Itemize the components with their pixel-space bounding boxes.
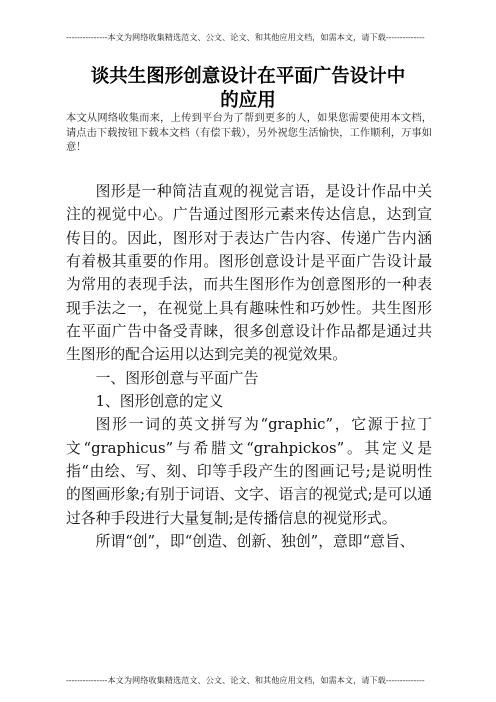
document-body: [66, 180, 432, 554]
document-title-line-2: 的应用: [220, 90, 276, 111]
subsection-heading: 1、图形创意的定义: [95, 393, 224, 411]
document-title-line-1: 谈共生图形创意设计在平面广告设计中: [90, 66, 406, 87]
paragraph-definition: 图形一词的英文拼写为“graphic”，它源于拉丁文“graphicus”与希腊文“grahpickos”。其定义是指“由绘、写、刻、印等手段产生的图画记号;是说明性的图画形象;有别于词语、文字、语言的视觉式;是可以通过各种手段进行大量复制;是传播信息的视觉形式。: [66, 416, 432, 527]
header-banner: ---------------本文为网络收集精选范文、公文、论文、和其他应用文档，如需本文，请下载--------------: [66, 32, 425, 42]
footer-banner: ---------------本文为网络收集精选范文、公文、论文、和其他应用文档，如需本文，请下载--------------: [66, 675, 425, 685]
download-notice: 本文从网络收集而来，上传到平台为了帮到更多的人，如果您需要使用本文档，请点击下载按钮下载本文档（有偿下载），另外祝您生活愉快，工作顺利，万事如意！: [66, 113, 432, 153]
section-heading: 一、图形创意与平面广告: [95, 369, 259, 387]
paragraph-creation: 所谓“创”，即“创造、创新、独创”，意即“意旨、: [95, 533, 415, 551]
paragraph-intro: 图形是一种简洁直观的视觉言语，是设计作品中关注的视觉中心。广告通过图形元素来传达信息，达到宣传目的。因此，图形对于表达广告内容、传递广告内涵有着极其重要的作用。图形创意设计是平面广告设计最为常用的表现手法，而共生图形作为创意图形的一种表现手法之一，在视觉上具有趣味性和巧妙性。共生图形在平面广告中备受青睐，很多创意设计作品都是通过共生图形的配合运用以达到完美的视觉效果。: [66, 183, 432, 364]
